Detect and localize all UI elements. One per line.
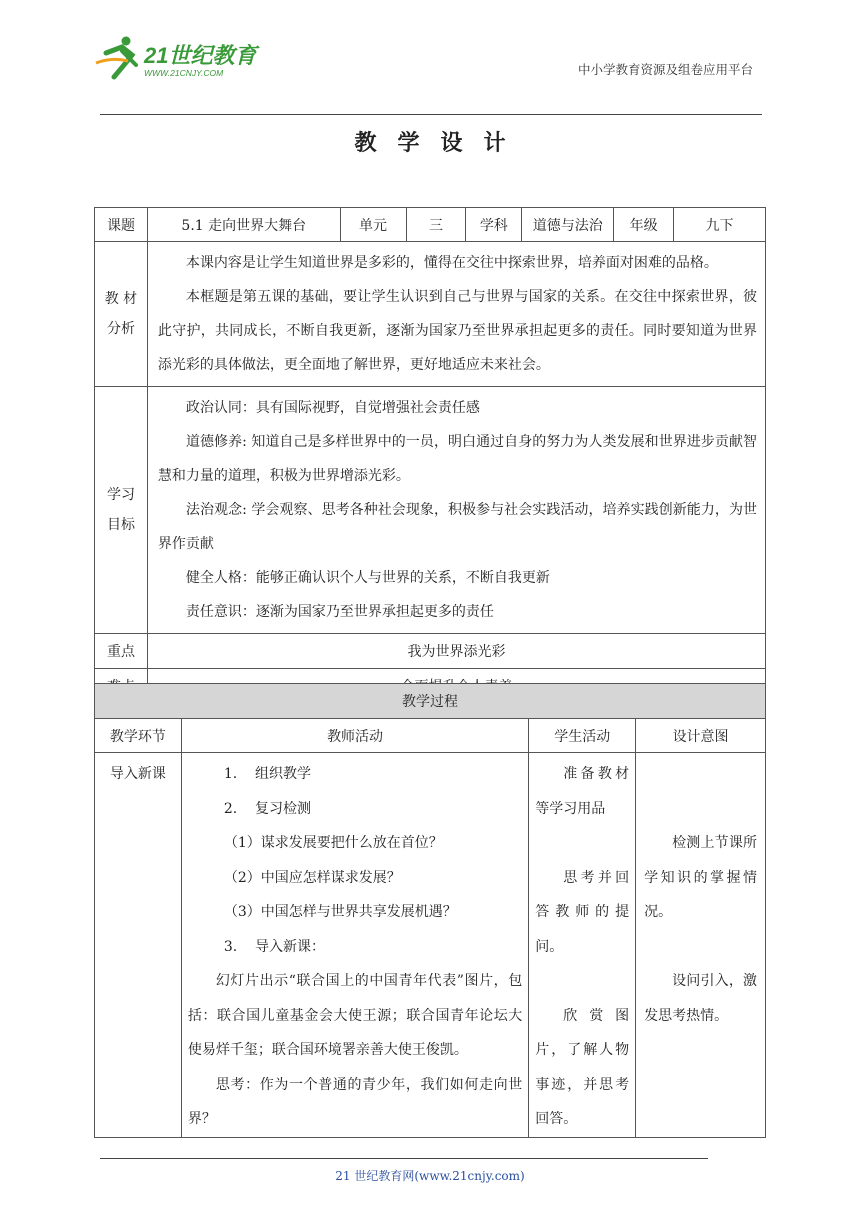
course-value: 5.1 走向世界大舞台 — [147, 208, 340, 242]
site-logo — [92, 33, 262, 81]
teaching-process-table — [94, 683, 766, 1138]
goals-label-line1: 学习 — [106, 487, 135, 503]
runner-logo-icon — [92, 33, 262, 81]
lesson-info-table — [94, 207, 766, 704]
design-text: 设问引入，激发思考热情。 — [644, 973, 757, 1024]
grade-value: 九下 — [674, 208, 766, 242]
header-design: 设计意图 — [636, 719, 766, 753]
analysis-paragraph: 本框题是第五课的基础，要让学生认识到自己与世界与国家的关系。在交往中探索世界，彼此守护，共同成长，不断自我更新，逐渐为国家乃至世界承担起更多的责任。同时要知道为世界添光彩的具体做法，更全面地了解世界，更好地适应未来社会。 — [157, 289, 757, 373]
subject-value: 道德与法治 — [522, 208, 614, 242]
header-student: 学生活动 — [529, 719, 636, 753]
process-header-row — [95, 719, 766, 753]
teacher-question: （2）中国应怎样谋求发展？ — [223, 869, 401, 886]
design-text: 检测上节课所学知识的掌握情况。 — [644, 835, 757, 920]
student-activity — [529, 753, 636, 1138]
goal-paragraph: 责任意识：逐渐为国家乃至世界承担起更多的责任 — [185, 604, 494, 620]
teacher-question: （1）谋求发展要把什么放在首位？ — [223, 835, 443, 851]
footer-text: 21 世纪教育网(www.21cnjy.com) — [335, 1169, 525, 1183]
goal-paragraph: 法治观念: 学会观察、思考各种社会现象，积极参与社会实践活动，培养实践创新能力，为世界作贡献 — [157, 502, 757, 552]
teacher-slide-text: 幻灯片出示“联合国上的中国青年代表”图片，包括：联合国儿童基金会大使王源；联合国青年论坛大使易烊千玺；联合国环境署亲善大使王俊凯。 — [187, 973, 523, 1058]
process-title-row — [95, 684, 766, 719]
goal-paragraph: 政治认同：具有国际视野，自觉增强社会责任感 — [185, 400, 480, 416]
key-value: 我为世界添光彩 — [147, 634, 765, 669]
goals-content — [147, 387, 765, 634]
goal-paragraph: 道德修养: 知道自己是多样世界中的一员，明白通过自身的努力为人类发展和世界进步贡献智慧和力量的道理，积极为世界增添光彩。 — [157, 434, 757, 484]
teacher-item: 3. 导入新课： — [223, 938, 326, 955]
page-title: 教学设计 — [354, 130, 527, 156]
unit-label: 单元 — [340, 208, 406, 242]
student-text: 思考并回答教师的提问。 — [535, 869, 630, 955]
teacher-question: （3）中国怎样与世界共享发展机遇？ — [223, 904, 457, 920]
goals-label-line2: 目标 — [106, 517, 135, 533]
goals-label — [95, 387, 148, 634]
info-row-analysis — [95, 242, 766, 387]
teacher-item: 1. 组织教学 — [223, 766, 312, 782]
unit-value: 三 — [406, 208, 466, 242]
logo-text: 21世纪教育 — [144, 43, 257, 68]
process-title: 教学过程 — [95, 684, 766, 719]
grade-label: 年级 — [614, 208, 674, 242]
process-row-intro — [95, 753, 766, 1138]
analysis-label — [95, 242, 148, 387]
analysis-label-line1: 教 材 — [104, 291, 138, 307]
design-intent — [636, 753, 766, 1138]
platform-name: 中小学教育资源及组卷应用平台 — [577, 62, 753, 77]
subject-label: 学科 — [466, 208, 522, 242]
header-stage: 教学环节 — [95, 719, 182, 753]
analysis-label-line2: 分析 — [106, 321, 135, 337]
course-label: 课题 — [95, 208, 148, 242]
header-divider — [100, 114, 762, 115]
info-row-key — [95, 634, 766, 669]
info-row-goals — [95, 387, 766, 634]
stage-name: 导入新课 — [95, 753, 182, 1138]
goal-paragraph: 健全人格：能够正确认识个人与世界的关系，不断自我更新 — [185, 570, 550, 586]
info-row-course — [95, 208, 766, 242]
student-text: 准备教材等学习用品 — [535, 766, 630, 817]
footer-divider — [100, 1158, 708, 1159]
teacher-activity — [181, 753, 528, 1138]
header-teacher: 教师活动 — [181, 719, 528, 753]
analysis-content — [147, 242, 765, 387]
logo-url: WWW.21CNJY.COM — [144, 68, 224, 78]
teacher-think-text: 思考：作为一个普通的青少年，我们如何走向世界？ — [187, 1076, 523, 1127]
student-text: 欣赏图片，了解人物事迹，并思考回答。 — [535, 1007, 630, 1127]
analysis-paragraph: 本课内容是让学生知道世界是多彩的，懂得在交往中探索世界，培养面对困难的品格。 — [185, 255, 718, 271]
teacher-item: 2. 复习检测 — [223, 800, 312, 817]
key-label: 重点 — [95, 634, 148, 669]
